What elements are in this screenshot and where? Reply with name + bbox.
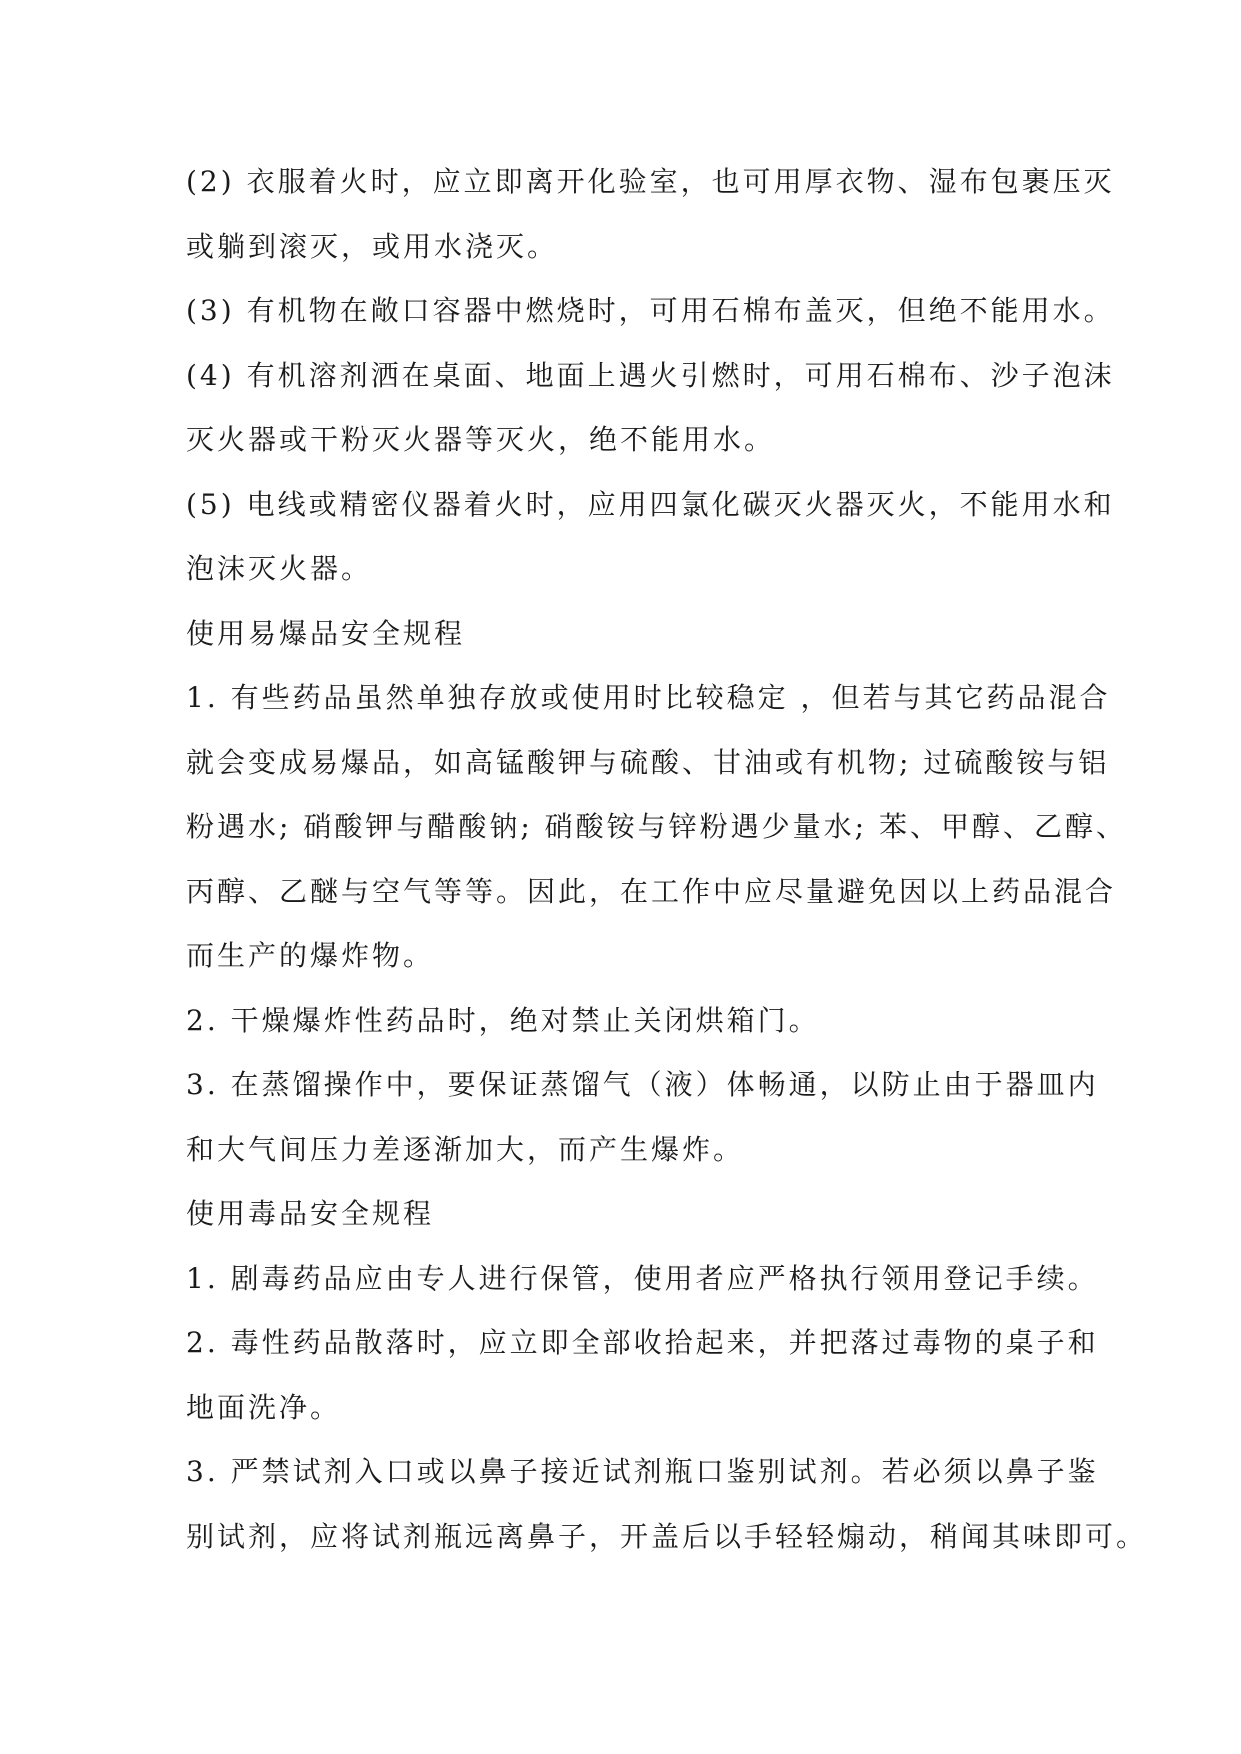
fire-item-5-line-1: (5) 电线或精密仪器着火时，应用四氯化碳灭火器灭火，不能用水和: [186, 487, 1115, 521]
explosives-section-heading: 使用易爆品安全规程: [186, 616, 466, 650]
fire-item-3: (3) 有机物在敞口容器中燃烧时，可用石棉布盖灭，但绝不能用水。: [186, 294, 1115, 327]
fire-item-5-line-2: 泡沫灭火器。: [186, 552, 373, 585]
toxics-rule-1: 1. 剧毒药品应由专人进行保管，使用者应严格执行领用登记手续。: [186, 1261, 1099, 1295]
toxics-rule-3-line-2: 别试剂，应将试剂瓶远离鼻子，开盖后以手轻轻煽动，稍闻其味即可。: [186, 1519, 1148, 1553]
explosives-rule-1-line-5: 而生产的爆炸物。: [186, 939, 435, 972]
explosives-rule-1-line-3: 粉遇水; 硝酸钾与醋酸钠; 硝酸铵与锌粉遇少量水; 苯、甲醇、乙醇、: [186, 810, 1128, 843]
toxics-rule-2-line-2: 地面洗净。: [186, 1390, 342, 1424]
toxics-section-heading: 使用毒品安全规程: [186, 1197, 435, 1230]
fire-item-4-line-1: (4) 有机溶剂洒在桌面、地面上遇火引燃时，可用石棉布、沙子泡沫: [186, 358, 1115, 392]
explosives-rule-1-line-1: 1. 有些药品虽然单独存放或使用时比较稳定 ，但若与其它药品混合: [186, 681, 1111, 714]
fire-item-4-line-2: 灭火器或干粉灭火器等灭火，绝不能用水。: [186, 423, 776, 456]
fire-item-2-line-1: (2) 衣服着火时，应立即离开化验室，也可用厚衣物、湿布包裹压灭: [186, 165, 1115, 198]
toxics-rule-3-line-1: 3. 严禁试剂入口或以鼻子接近试剂瓶口鉴别试剂。若必须以鼻子鉴: [186, 1455, 1099, 1488]
fire-item-2-line-2: 或躺到滚灭，或用水浇灭。: [186, 229, 559, 263]
explosives-rule-2: 2. 干燥爆炸性药品时，绝对禁止关闭烘箱门。: [186, 1003, 820, 1037]
explosives-rule-3-line-1: 3. 在蒸馏操作中，要保证蒸馏气（液）体畅通，以防止由于器皿内: [186, 1068, 1099, 1101]
explosives-rule-1-line-4: 丙醇、乙醚与空气等等。因此，在工作中应尽量避免因以上药品混合: [186, 874, 1117, 908]
document-page: [186, 150, 1148, 1569]
explosives-rule-3-line-2: 和大气间压力差逐渐加大，而产生爆炸。: [186, 1132, 745, 1166]
toxics-rule-2-line-1: 2. 毒性药品散落时，应立即全部收拾起来，并把落过毒物的桌子和: [186, 1326, 1099, 1359]
explosives-rule-1-line-2: 就会变成易爆品，如高锰酸钾与硫酸、甘油或有机物; 过硫酸铵与铝: [186, 745, 1110, 779]
